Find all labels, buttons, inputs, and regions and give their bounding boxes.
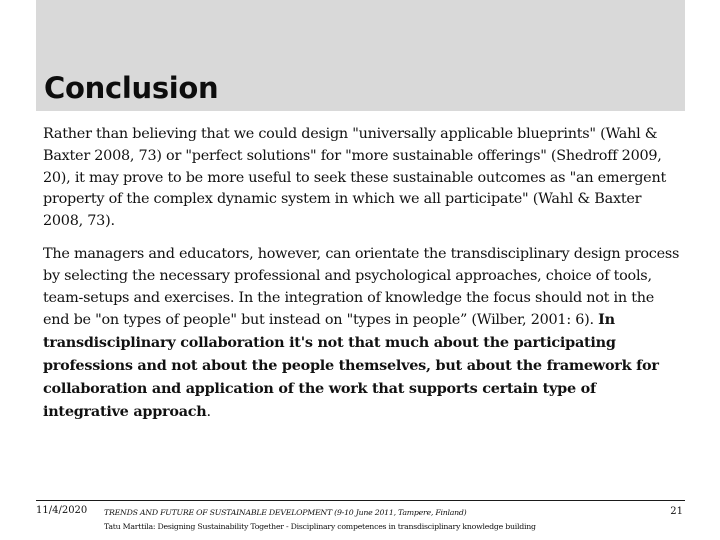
title-band [36,0,685,111]
footer-author: Tatu Marttila: Designing Sustainability Together - Disciplinary competences in transdisciplinary knowledge building [104,522,536,531]
slide-body [43,124,683,423]
body-paragraph-2 [43,244,683,423]
slide-title: Conclusion [44,71,219,105]
page-number: 21 [670,506,683,517]
body-paragraph-2-regular: The managers and educators, however, can orientate the transdisciplinary design process by selecting the necessary professional and psychological approaches, choice of tools, team-setups and exercises. In the integration of knowledge the focus should not in the end be "on types of people" but instead on "types in people” (Wilber, 2001: 6). [43,245,680,329]
footer-date: 11/4/2020 [36,505,88,516]
footer-divider [36,500,685,501]
footer-event: TRENDS AND FUTURE OF SUSTAINABLE DEVELOPMENT (9-10 June 2011, Tampere, Finland) [104,508,467,517]
footer-info [104,506,664,534]
body-paragraph-1: Rather than believing that we could design "universally applicable blueprints" (Wahl & Baxter 2008, 73) or "perfect solutions" for "more sustainable offerings" (Shedroff 2009, 20), it may prove to be more useful to seek these sustainable outcomes as "an emergent property of the complex dynamic system in which we all participate" (Wahl & Baxter 2008, 73). [43,126,666,230]
body-paragraph-2-bold: In transdisciplinary collaboration it's not that much about the participating professions and not about the people themselves, but about the framework for collaboration and application of the work that supports certain type of integrative approach [43,311,659,420]
body-paragraph-2-end: . [206,403,211,420]
